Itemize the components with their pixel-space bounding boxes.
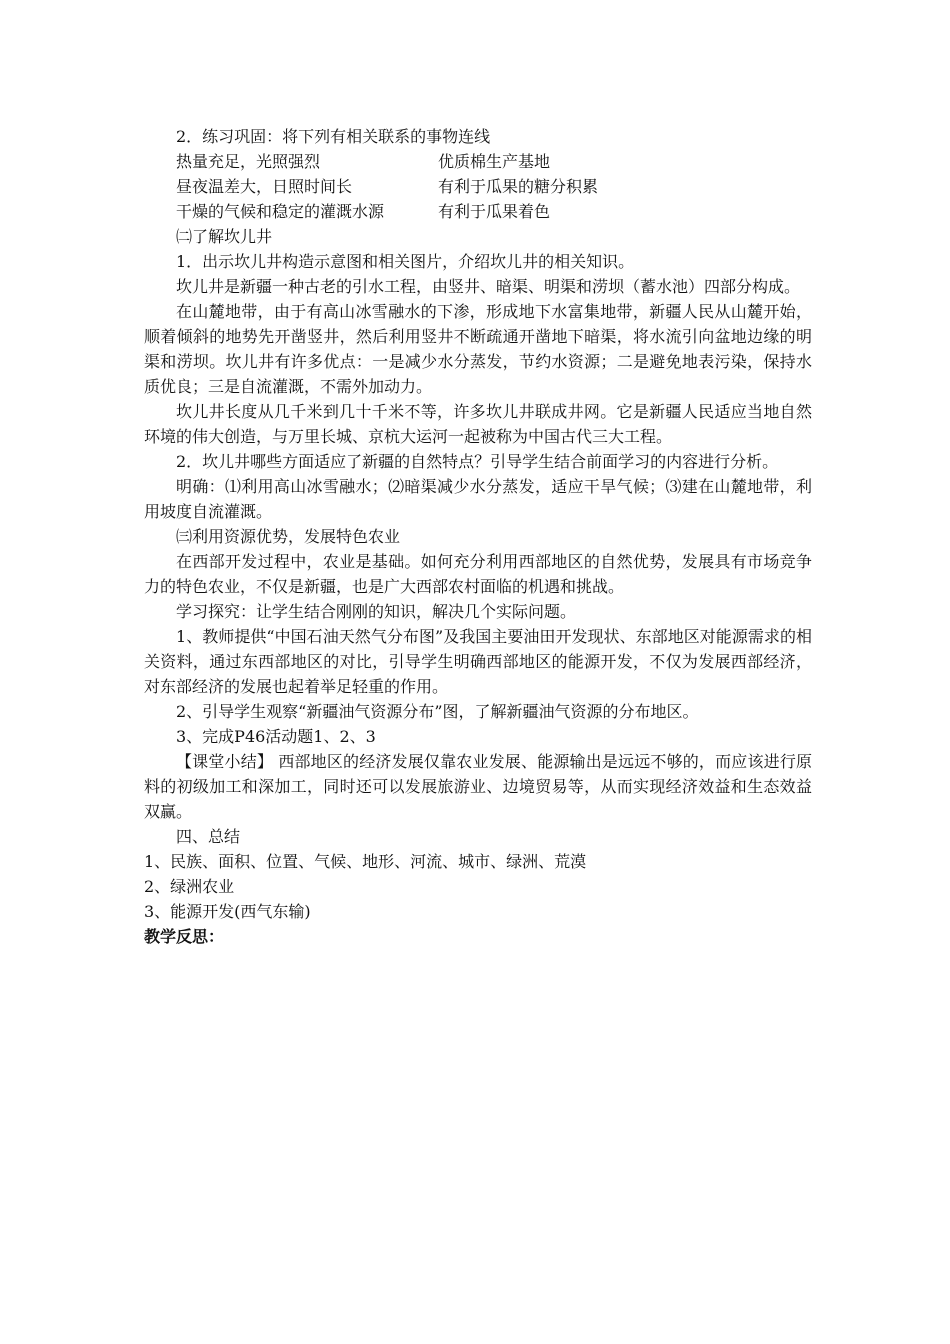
reflection-label: 教学反思： (144, 927, 225, 946)
paragraph: 2．坎儿井哪些方面适应了新疆的自然特点？引导学生结合前面学习的内容进行分析。 (176, 452, 779, 471)
paragraph: 学习探究：让学生结合刚刚的知识，解决几个实际问题。 (176, 602, 577, 621)
match-right: 有利于瓜果的糖分积累 (438, 177, 599, 196)
match-pair (144, 199, 812, 224)
practice-title: 2．练习巩固：将下列有相关联系的事物连线 (176, 127, 491, 146)
paragraph: 1．出示坎儿井构造示意图和相关图片，介绍坎儿井的相关知识。 (176, 252, 635, 271)
section-heading: 四、总结 (176, 827, 241, 846)
paragraph: 在西部开发过程中，农业是基础。如何充分利用西部地区的自然优势，发展具有市场竞争力的特色农业，不仅是新疆，也是广大西部农村面临的机遇和挑战。 (144, 552, 812, 596)
match-pair (144, 149, 812, 174)
section-heading: ㈢利用资源优势，发展特色农业 (176, 527, 401, 546)
list-item: 2、绿洲农业 (144, 877, 235, 896)
paragraph: 坎儿井长度从几千米到几十千米不等，许多坎儿井联成井网。它是新疆人民适应当地自然环境的伟大创造，与万里长城、京杭大运河一起被称为中国古代三大工程。 (144, 402, 812, 446)
match-pair (144, 174, 812, 199)
class-summary: 【课堂小结】 西部地区的经济发展仅靠农业发展、能源输出是远远不够的，而应该进行原料的初级加工和深加工，同时还可以发展旅游业、边境贸易等，从而实现经济效益和生态效益双赢。 (144, 752, 812, 821)
match-right: 有利于瓜果着色 (438, 202, 551, 221)
paragraph: 明确：⑴利用高山冰雪融水；⑵暗渠减少水分蒸发，适应干旱气候；⑶建在山麓地带，利用坡度自流灌溉。 (144, 477, 812, 521)
paragraph: 1、教师提供“中国石油天然气分布图”及我国主要油田开发现状、东部地区对能源需求的相关资料，通过东西部地区的对比，引导学生明确西部地区的能源开发，不仅为发展西部经济，对东部经济的发展也起着举足轻重的作用。 (144, 627, 812, 696)
paragraph: 坎儿井是新疆一种古老的引水工程，由竖井、暗渠、明渠和涝坝（蓄水池）四部分构成。 (176, 277, 801, 296)
match-right: 优质棉生产基地 (438, 152, 551, 171)
paragraph: 在山麓地带，由于有高山冰雪融水的下渗，形成地下水富集地带，新疆人民从山麓开始，顺着倾斜的地势先开凿竖井，然后利用竖井不断疏通开凿地下暗渠，将水流引向盆地边缘的明渠和涝坝。坎儿井有许多优点：一是减少水分蒸发，节约水资源；二是避免地表污染，保持水质优良；三是自流灌溉，不需外加动力。 (144, 302, 812, 396)
section-heading: ㈡了解坎儿井 (176, 227, 273, 246)
paragraph: 3、完成P46活动题1、2、3 (176, 727, 376, 746)
match-left: 干燥的气候和稳定的灌溉水源 (176, 202, 385, 221)
match-left: 热量充足，光照强烈 (176, 152, 321, 171)
list-item: 3、能源开发(西气东输) (144, 902, 311, 921)
paragraph: 2、引导学生观察“新疆油气资源分布”图，了解新疆油气资源的分布地区。 (176, 702, 699, 721)
list-item: 1、民族、面积、位置、气候、地形、河流、城市、绿洲、荒漠 (144, 852, 587, 871)
match-left: 昼夜温差大，日照时间长 (176, 177, 353, 196)
document-body (144, 124, 812, 949)
